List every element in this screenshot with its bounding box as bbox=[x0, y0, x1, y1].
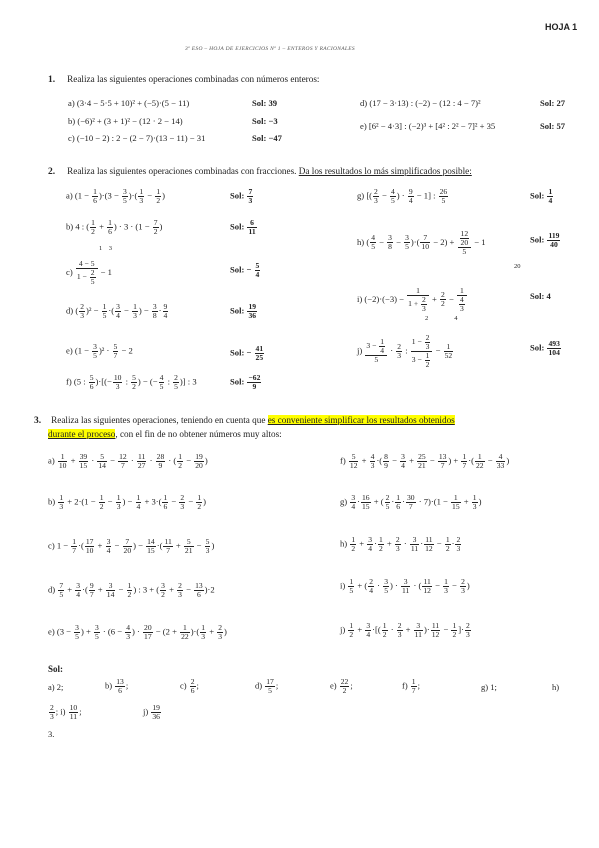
q1-sol-c: Sol: −47 bbox=[252, 133, 282, 143]
q1-item-e: e) [6² − 4·3] : (−2)³ + [4² : 2² − 7]² + 35 bbox=[360, 121, 496, 131]
q1-item-c: c) (−10 − 2) : 2 − (2 − 7)·(13 − 11) − 31 bbox=[68, 133, 206, 143]
q1-sol-b: Sol: −3 bbox=[252, 116, 278, 126]
q2-item-e: e) (1 − $\frac{3}{5}$ )² · $\frac{5}{7}$ − 2 bbox=[66, 342, 133, 360]
answer-i: $\frac{2}{3}$ ; i) $\frac{10}{11}$ ; bbox=[50, 703, 82, 721]
q1-sol-a: Sol: 39 bbox=[252, 98, 278, 108]
q2-heading bbox=[48, 161, 472, 179]
q2-sol-f: Sol: $\frac{-62}{9}$ bbox=[230, 373, 261, 391]
answer-e: e) $\frac{22}{2}$ ; bbox=[330, 677, 353, 695]
q3-highlight-2: durante el proceso bbox=[48, 429, 116, 439]
q3-item-a: a) $\frac{1}{10}$ + $\frac{39}{15}$ · $\frac{5}{14}$ − $\frac{12}{7}$ · $\frac{11}{27}$ · $\frac{28}{9}$ · ( $\frac{1}{2}$ − $\frac{19}{20}$ ) bbox=[48, 452, 208, 470]
q2-item-a: a) (1 − $\frac{1}{6}$ )·(3 − $\frac{3}{5}$ )·( $\frac{1}{3}$ − $\frac{1}{2}$ ) bbox=[66, 187, 165, 205]
q2-sol-e: Sol: − $\frac{41}{25}$ bbox=[230, 344, 264, 362]
q3-number: 3. bbox=[34, 416, 42, 426]
solutions-title: Sol: bbox=[48, 664, 64, 674]
q2-item-d: d) ( $\frac{2}{3}$ )² − $\frac{1}{5}$ ·( $\frac{3}{4}$ − $\frac{1}{3}$ ) − $\frac{3}{8}$ · $\frac{9}{4}$ bbox=[66, 302, 168, 320]
q2-sol-h: Sol: $\frac{119}{40}$ bbox=[530, 231, 560, 249]
q2-item-b: b) 4 : ( $\frac{1}{2}$ + $\frac{1}{6}$ ) · 3 · (1 − $\frac{7}{2}$ ) bbox=[66, 218, 163, 236]
answer-b: b) $\frac{13}{6}$ ; bbox=[105, 677, 129, 695]
q2-i-subscript: 2 4 bbox=[425, 315, 458, 322]
q1-item-b: b) (−6)² + (3 + 1)² − (12 · 2 − 14) bbox=[68, 116, 183, 126]
q3-item-d: d) $\frac{7}{5}$ + $\frac{3}{4}$ ·( $\frac{9}{7}$ + $\frac{3}{14}$ − $\frac{1}{2}$ ) : 3 + ( $\frac{3}{2}$ + $\frac{2}{3}$ − $\frac{13}{6}$ )·2 bbox=[48, 581, 215, 599]
q3-item-f: f) $\frac{5}{12}$ + $\frac{4}{3}$ ·( $\frac{8}{9}$ − $\frac{3}{4}$ + $\frac{25}{21}$ − $\frac{13}{7}$ ) + $\frac{1}{7}$ ·( $\frac{1}{22}$ − $\frac{4}{33}$ ) bbox=[340, 452, 510, 470]
q2-sol-a: Sol: $\frac{7}{3}$ bbox=[230, 187, 253, 205]
answer-a: a) 2; bbox=[48, 682, 64, 692]
q2-h-subscript: 20 bbox=[514, 263, 521, 270]
answer-c: c) $\frac{2}{6}$ ; bbox=[180, 677, 199, 695]
q2-item-f: f) (5 : $\frac{5}{6}$ )·[(− $\frac{10}{3}$ : $\frac{5}{2}$ ) − (− $\frac{4}{5}$ : $\frac{2}{5}$ )] : 3 bbox=[66, 373, 197, 391]
q2-b-subscript: 1 3 bbox=[99, 245, 112, 252]
q2-sol-d: Sol: $\frac{19}{36}$ bbox=[230, 302, 257, 320]
q2-item-h: h) ( $\frac{4}{5}$ − $\frac{3}{8}$ − $\frac{3}{5}$ )·( $\frac{7}{10}$ − 2) + $\frac{\frac{12}{20}}{5}$ − 1 bbox=[357, 229, 486, 256]
q3-highlight-1: es conveniente simplificar los resultados obtenidos bbox=[267, 415, 455, 425]
q3-item-g: g) $\frac{3}{4}$ · $\frac{16}{15}$ + ( $\frac{2}{5}$ · $\frac{1}{6}$ · $\frac{30}{7}$ · 7)·(1 − $\frac{1}{15}$ + $\frac{1}{3}$ ) bbox=[340, 493, 482, 511]
q1-sol-e: Sol: 57 bbox=[540, 121, 566, 131]
q2-item-j: j) 3 − $\frac{1}{4}$ 5 · $\frac{2}{3}$ : 1 − $\frac{2}{3}$ 3 − $\frac{1}{2}$ − $\frac{1}{52}$ bbox=[357, 333, 453, 369]
q2-sol-i: Sol: 4 bbox=[530, 291, 551, 301]
q2-item-i: i) (−2)·(−3) − 1 1 + $\frac{2}{3}$ + $\frac{2}{2}$ − $\frac{1}{\frac{4}{3}}$ bbox=[357, 287, 468, 313]
q1-item-a: a) (3·4 − 5·5 + 10)² + (−5)·(5 − 11) bbox=[68, 98, 190, 108]
footer-number: 3. bbox=[48, 729, 55, 739]
q3-item-e: e) (3 − $\frac{3}{5}$ ) + $\frac{3}{5}$ · (6 − $\frac{4}{3}$ ) · $\frac{20}{17}$ − (2 + $\frac{1}{22}$ )·( $\frac{1}{3}$ + $\frac{2}{3}$ ) bbox=[48, 623, 227, 641]
q2-number: 2. bbox=[48, 167, 56, 177]
q1-heading bbox=[48, 69, 319, 87]
q3-item-b: b) $\frac{1}{3}$ + 2·(1 − $\frac{1}{2}$ − $\frac{1}{3}$ ) − $\frac{1}{4}$ + 3·( $\frac{1}{6}$ − $\frac{2}{3}$ − $\frac{1}{2}$ ) bbox=[48, 493, 207, 511]
q3-text-end: , con el fin de no obtener números muy altos: bbox=[115, 429, 282, 439]
sheet-title: 3º ESO – HOJA DE EJERCICIOS Nº 1 – ENTEROS Y RACIONALES bbox=[185, 46, 355, 52]
q2-item-g: g) [( $\frac{2}{3}$ − $\frac{4}{5}$ ) · $\frac{9}{4}$ − 1] : $\frac{26}{5}$ bbox=[357, 187, 448, 205]
q3-text: Realiza las siguientes operaciones, teniendo en cuenta que bbox=[51, 415, 268, 425]
sheet-label: HOJA 1 bbox=[545, 22, 578, 32]
q2-sol-c: Sol: − $\frac{5}{4}$ bbox=[230, 261, 260, 279]
answer-d: d) $\frac{17}{5}$ ; bbox=[255, 677, 279, 695]
q3-item-j: j) $\frac{1}{2}$ + $\frac{3}{4}$ ·[( $\frac{1}{2}$ · $\frac{2}{3}$ + $\frac{3}{11}$ )· $\frac{11}{12}$ − $\frac{1}{2}$ ]· $\frac{2}{3}$ bbox=[340, 621, 470, 639]
answer-f: f) $\frac{1}{7}$ ; bbox=[402, 677, 420, 695]
q3-item-h: h) $\frac{1}{2}$ + $\frac{3}{4}$ · $\frac{1}{2}$ + $\frac{2}{3}$ · $\frac{3}{11}$ · $\frac{11}{12}$ − $\frac{1}{2}$ · $\frac{2}{3}$ bbox=[340, 535, 461, 553]
answer-h: h) bbox=[552, 682, 560, 692]
q3-item-c: c) 1 − $\frac{1}{7}$ ·( $\frac{17}{10}$ + $\frac{3}{4}$ − $\frac{7}{20}$ ) − $\frac{14}{15}$ ·( $\frac{11}{7}$ + $\frac{5}{21}$ − $\frac{5}{3}$ ) bbox=[48, 537, 215, 555]
q2-sol-b: Sol: $\frac{6}{11}$ bbox=[230, 218, 256, 236]
q2-item-c: c) 4 − 5 1 − $\frac{2}{5}$ − 1 bbox=[66, 259, 112, 286]
q1-item-d: d) (17 − 3·13) : (−2) − (12 : 4 − 7)² bbox=[360, 98, 481, 108]
q1-text: Realiza las siguientes operaciones combinadas con números enteros: bbox=[67, 74, 320, 84]
q2-sol-g: Sol: $\frac{1}{4}$ bbox=[530, 187, 553, 205]
q2-sol-j: Sol: $\frac{493}{104}$ bbox=[530, 339, 560, 357]
answer-g: g) 1; bbox=[481, 682, 497, 692]
q2-text-underlined: Da los resultados lo más simplificados posible: bbox=[298, 166, 472, 176]
answer-j: j) $\frac{19}{36}$ bbox=[143, 703, 160, 721]
q3-heading-line2 bbox=[48, 424, 282, 442]
q2-text: Realiza las siguientes operaciones combinadas con fracciones. bbox=[67, 166, 299, 176]
q1-number: 1. bbox=[48, 75, 56, 85]
q1-sol-d: Sol: 27 bbox=[540, 98, 566, 108]
q3-item-i: i) $\frac{1}{5}$ + ( $\frac{2}{4}$ · $\frac{3}{5}$ ) · $\frac{3}{11}$ · ( $\frac{11}{12}$ − $\frac{1}{3}$ − $\frac{2}{3}$ ) bbox=[340, 577, 470, 595]
